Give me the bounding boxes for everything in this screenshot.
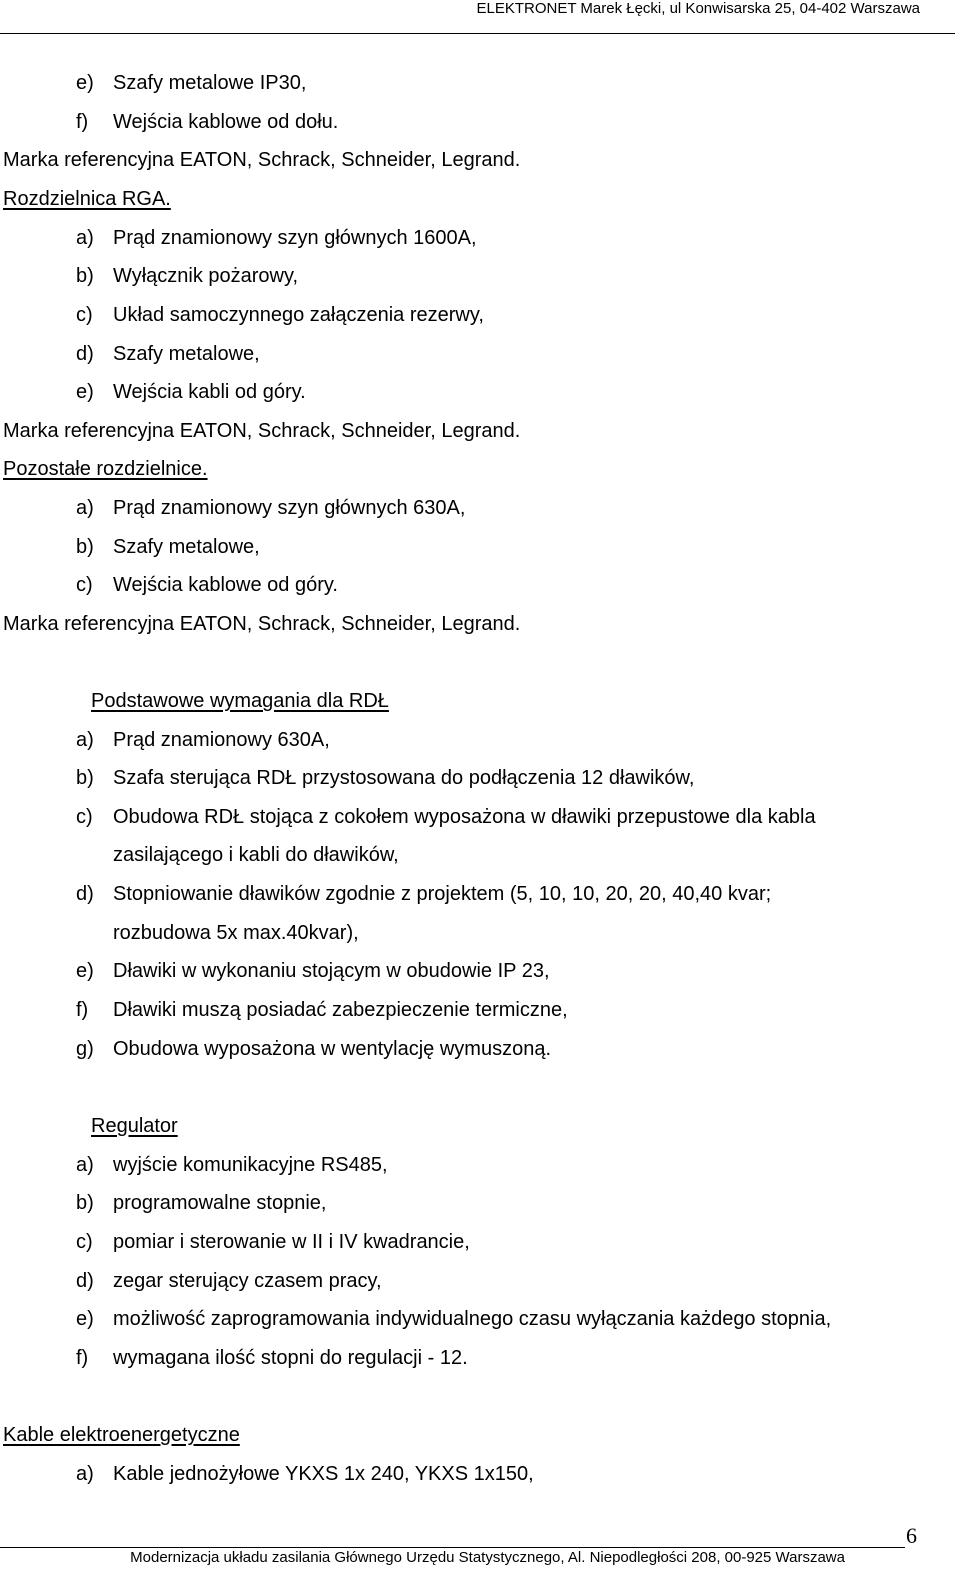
item-label: d)	[76, 343, 94, 365]
item-label: e)	[76, 72, 94, 94]
item-text: Prąd znamionowy szyn głównych 630A,	[113, 497, 466, 519]
item-label: f)	[76, 111, 89, 133]
header-rule	[0, 33, 955, 34]
page-footer: Modernizacja układu zasilania Głównego Urzędu Statystycznego, Al. Niepodległości 208, 00-925 Warszawa	[130, 1549, 845, 1566]
item-text: Obudowa wyposażona w wentylację wymuszoną.	[113, 1038, 551, 1060]
item-label: e)	[76, 960, 94, 982]
item-text: Prąd znamionowy szyn głównych 1600A,	[113, 227, 477, 249]
item-label: a)	[76, 227, 94, 249]
item-text: pomiar i sterowanie w II i IV kwadrancie,	[113, 1231, 470, 1253]
section-heading-cables: Kable elektroenergetyczne	[3, 1424, 240, 1446]
item-text: Obudowa RDŁ stojąca z cokołem wyposażona w dławiki przepustowe dla kabla	[113, 806, 816, 828]
item-label: c)	[76, 304, 93, 326]
brand-note: Marka referencyjna EATON, Schrack, Schneider, Legrand.	[3, 420, 521, 442]
section-heading-other: Pozostałe rozdzielnice.	[3, 458, 208, 480]
item-label: d)	[76, 1270, 94, 1292]
item-label: g)	[76, 1038, 94, 1060]
item-text: Wyłącznik pożarowy,	[113, 265, 299, 287]
item-label: b)	[76, 767, 94, 789]
item-text: Dławiki w wykonaniu stojącym w obudowie IP 23,	[113, 960, 550, 982]
item-label: c)	[76, 1231, 93, 1253]
page-header: ELEKTRONET Marek Łęcki, ul Konwisarska 25, 04-402 Warszawa	[476, 0, 920, 17]
item-label: a)	[76, 729, 94, 751]
brand-note: Marka referencyjna EATON, Schrack, Schneider, Legrand.	[3, 613, 521, 635]
item-label: f)	[76, 1347, 89, 1369]
item-text: możliwość zaprogramowania indywidualnego czasu wyłączania każdego stopnia,	[113, 1308, 832, 1330]
item-text: wyjście komunikacyjne RS485,	[113, 1154, 388, 1176]
item-label: a)	[76, 1463, 94, 1485]
item-label: d)	[76, 883, 94, 905]
item-label: a)	[76, 497, 94, 519]
item-text: Szafy metalowe,	[113, 536, 260, 558]
item-label: f)	[76, 999, 89, 1021]
item-text: programowalne stopnie,	[113, 1192, 327, 1214]
item-text: Szafy metalowe IP30,	[113, 72, 307, 94]
item-text: Szafy metalowe,	[113, 343, 260, 365]
item-text: Stopniowanie dławików zgodnie z projektem (5, 10, 10, 20, 20, 40,40 kvar;	[113, 883, 772, 905]
item-text: rozbudowa 5x max.40kvar),	[113, 922, 359, 944]
brand-note: Marka referencyjna EATON, Schrack, Schneider, Legrand.	[3, 149, 521, 171]
item-text: Dławiki muszą posiadać zabezpieczenie termiczne,	[113, 999, 568, 1021]
item-label: c)	[76, 574, 93, 596]
item-text: Wejścia kablowe od góry.	[113, 574, 338, 596]
item-text: zegar sterujący czasem pracy,	[113, 1270, 382, 1292]
item-label: a)	[76, 1154, 94, 1176]
item-text: Prąd znamionowy 630A,	[113, 729, 330, 751]
page-number: 6	[906, 1523, 917, 1548]
item-label: c)	[76, 806, 93, 828]
item-label: b)	[76, 536, 94, 558]
section-heading-regulator: Regulator	[91, 1115, 178, 1137]
item-text: Wejścia kabli od góry.	[113, 381, 306, 403]
item-label: e)	[76, 1308, 94, 1330]
item-text: wymagana ilość stopni do regulacji - 12.	[113, 1347, 468, 1369]
item-text: zasilającego i kabli do dławików,	[113, 844, 399, 866]
footer-rule	[0, 1547, 905, 1548]
section-heading-rdl: Podstawowe wymagania dla RDŁ	[91, 690, 389, 712]
section-heading-rga: Rozdzielnica RGA.	[3, 188, 171, 210]
item-text: Szafa sterująca RDŁ przystosowana do podłączenia 12 dławików,	[113, 767, 695, 789]
item-label: b)	[76, 1192, 94, 1214]
item-label: e)	[76, 381, 94, 403]
item-text: Układ samoczynnego załączenia rezerwy,	[113, 304, 484, 326]
item-label: b)	[76, 265, 94, 287]
item-text: Wejścia kablowe od dołu.	[113, 111, 339, 133]
item-text: Kable jednożyłowe YKXS 1x 240, YKXS 1x150,	[113, 1463, 534, 1485]
